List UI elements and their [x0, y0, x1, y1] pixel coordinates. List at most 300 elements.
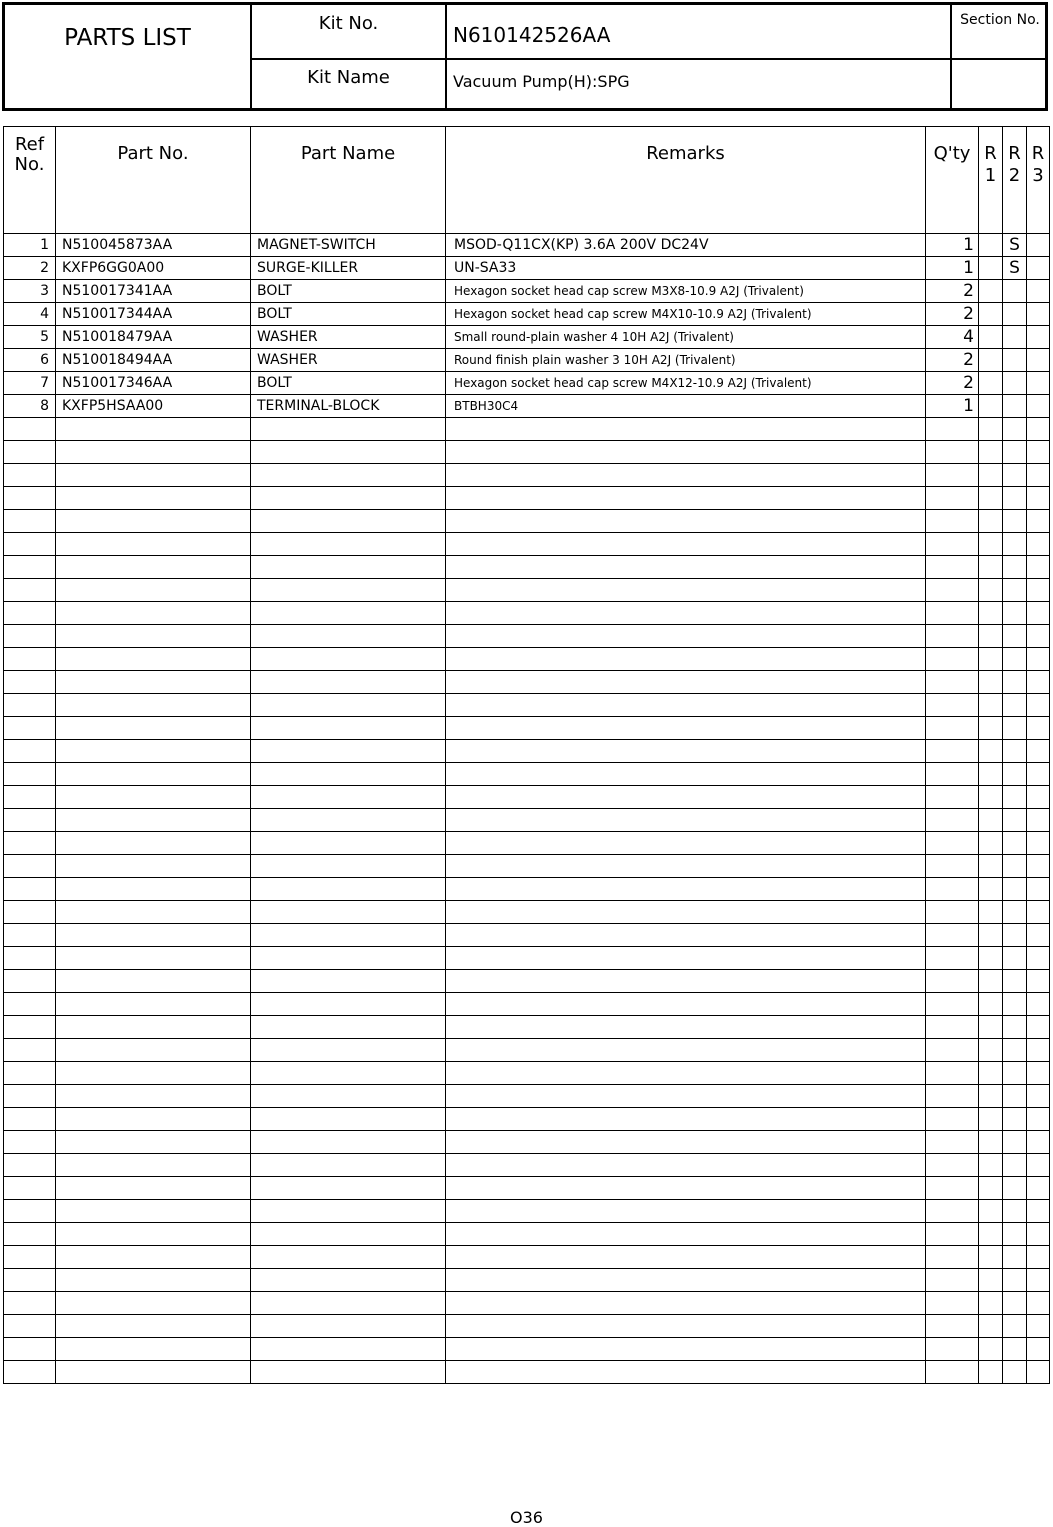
cell-r3: [1027, 395, 1050, 418]
cell-ref: 8: [4, 395, 56, 418]
cell-r1: [979, 763, 1003, 786]
table-row: [4, 993, 1050, 1016]
cell-r2: [1003, 1108, 1027, 1131]
cell-r2: [1003, 763, 1027, 786]
cell-remarks: [446, 1016, 926, 1039]
cell-remarks: [446, 464, 926, 487]
cell-remarks: [446, 1108, 926, 1131]
table-row: [4, 349, 1050, 372]
cell-r1: [979, 1131, 1003, 1154]
cell-qty: [926, 1177, 979, 1200]
table-row: [4, 1016, 1050, 1039]
cell-r2: [1003, 303, 1027, 326]
table-row: [4, 786, 1050, 809]
col-r3-a: R: [1031, 143, 1045, 164]
cell-remarks: [446, 832, 926, 855]
cell-qty: [926, 1085, 979, 1108]
cell-r1: [979, 257, 1003, 280]
cell-part-no: KXFP5HSAA00: [56, 395, 251, 418]
cell-remarks: BTBH30C4: [446, 395, 926, 418]
col-part-no: Part No.: [56, 127, 251, 234]
cell-part-name: [251, 671, 446, 694]
cell-remarks: [446, 648, 926, 671]
table-header-row: [4, 127, 1050, 234]
cell-part-name: BOLT: [251, 372, 446, 395]
cell-ref: [4, 556, 56, 579]
cell-r2: [1003, 717, 1027, 740]
cell-remarks: Small round-plain washer 4 10H A2J (Trivalent): [446, 326, 926, 349]
cell-qty: [926, 694, 979, 717]
cell-remarks: [446, 717, 926, 740]
cell-qty: 4: [926, 326, 979, 349]
cell-r2: [1003, 993, 1027, 1016]
cell-ref: 3: [4, 280, 56, 303]
cell-qty: [926, 1361, 979, 1384]
cell-ref: [4, 1016, 56, 1039]
table-row: [4, 1177, 1050, 1200]
cell-remarks: [446, 901, 926, 924]
cell-part-name: [251, 602, 446, 625]
cell-r1: [979, 234, 1003, 257]
cell-r3: [1027, 1039, 1050, 1062]
cell-ref: [4, 648, 56, 671]
cell-ref: [4, 464, 56, 487]
cell-remarks: [446, 947, 926, 970]
cell-r1: [979, 1085, 1003, 1108]
cell-r2: [1003, 372, 1027, 395]
cell-r3: [1027, 717, 1050, 740]
table-row: [4, 1200, 1050, 1223]
cell-r2: [1003, 1315, 1027, 1338]
cell-r3: [1027, 694, 1050, 717]
cell-qty: [926, 487, 979, 510]
cell-qty: [926, 832, 979, 855]
cell-r2: [1003, 924, 1027, 947]
cell-r2: [1003, 487, 1027, 510]
col-r1-a: R: [984, 143, 997, 164]
cell-r1: [979, 1269, 1003, 1292]
cell-r3: [1027, 763, 1050, 786]
table-row: [4, 395, 1050, 418]
table-row: [4, 924, 1050, 947]
cell-qty: [926, 464, 979, 487]
cell-part-no: [56, 740, 251, 763]
cell-remarks: [446, 855, 926, 878]
cell-r1: [979, 1223, 1003, 1246]
cell-part-no: [56, 441, 251, 464]
cell-remarks: [446, 1200, 926, 1223]
cell-qty: [926, 1016, 979, 1039]
cell-r3: [1027, 1062, 1050, 1085]
cell-r2: [1003, 855, 1027, 878]
cell-qty: [926, 763, 979, 786]
cell-r1: [979, 671, 1003, 694]
cell-part-name: [251, 855, 446, 878]
cell-r1: [979, 533, 1003, 556]
cell-r1: [979, 786, 1003, 809]
cell-part-name: [251, 556, 446, 579]
cell-remarks: [446, 1338, 926, 1361]
cell-ref: [4, 1062, 56, 1085]
cell-r1: [979, 740, 1003, 763]
cell-part-no: [56, 1016, 251, 1039]
col-part-name: Part Name: [251, 127, 446, 234]
cell-r3: [1027, 372, 1050, 395]
table-row: [4, 1292, 1050, 1315]
cell-r1: [979, 924, 1003, 947]
cell-remarks: [446, 625, 926, 648]
cell-remarks: [446, 1131, 926, 1154]
cell-r2: [1003, 1177, 1027, 1200]
cell-qty: 1: [926, 257, 979, 280]
cell-qty: [926, 671, 979, 694]
cell-part-no: [56, 464, 251, 487]
cell-qty: 1: [926, 234, 979, 257]
cell-ref: [4, 602, 56, 625]
cell-remarks: [446, 1177, 926, 1200]
cell-r1: [979, 947, 1003, 970]
cell-part-no: [56, 625, 251, 648]
cell-ref: [4, 993, 56, 1016]
cell-part-name: [251, 809, 446, 832]
cell-r3: [1027, 1361, 1050, 1384]
cell-r2: [1003, 418, 1027, 441]
cell-r3: [1027, 1177, 1050, 1200]
cell-part-no: [56, 418, 251, 441]
table-row: [4, 234, 1050, 257]
cell-r1: [979, 303, 1003, 326]
cell-r1: [979, 510, 1003, 533]
cell-remarks: Hexagon socket head cap screw M4X10-10.9 A2J (Trivalent): [446, 303, 926, 326]
cell-remarks: [446, 487, 926, 510]
table-row: [4, 648, 1050, 671]
cell-part-name: [251, 1315, 446, 1338]
cell-remarks: [446, 1292, 926, 1315]
cell-qty: [926, 602, 979, 625]
cell-remarks: [446, 763, 926, 786]
cell-remarks: [446, 878, 926, 901]
cell-r2: [1003, 1338, 1027, 1361]
cell-part-name: [251, 1200, 446, 1223]
cell-part-name: BOLT: [251, 303, 446, 326]
cell-r1: [979, 694, 1003, 717]
cell-qty: [926, 855, 979, 878]
cell-ref: [4, 1085, 56, 1108]
cell-r1: [979, 1200, 1003, 1223]
cell-r3: [1027, 1085, 1050, 1108]
cell-part-no: [56, 648, 251, 671]
cell-remarks: [446, 1085, 926, 1108]
cell-qty: [926, 1338, 979, 1361]
cell-qty: [926, 441, 979, 464]
cell-r2: [1003, 1131, 1027, 1154]
cell-r1: [979, 625, 1003, 648]
cell-r3: [1027, 1338, 1050, 1361]
col-r2: [1003, 127, 1027, 234]
cell-qty: [926, 809, 979, 832]
table-row: [4, 441, 1050, 464]
cell-ref: [4, 694, 56, 717]
cell-remarks: [446, 556, 926, 579]
cell-r1: [979, 809, 1003, 832]
cell-part-no: [56, 1131, 251, 1154]
cell-part-name: [251, 1154, 446, 1177]
cell-part-name: [251, 487, 446, 510]
table-row: [4, 257, 1050, 280]
table-row: [4, 326, 1050, 349]
cell-ref: [4, 1177, 56, 1200]
cell-r3: [1027, 418, 1050, 441]
kit-no-value: N610142526AA: [453, 23, 611, 47]
cell-part-name: BOLT: [251, 280, 446, 303]
cell-r3: [1027, 464, 1050, 487]
cell-part-no: [56, 1039, 251, 1062]
col-qty: Q'ty: [926, 127, 979, 234]
cell-r3: [1027, 1200, 1050, 1223]
cell-r2: [1003, 740, 1027, 763]
header-divider: [445, 5, 447, 108]
cell-r2: [1003, 1269, 1027, 1292]
cell-part-name: [251, 625, 446, 648]
cell-r2: [1003, 1246, 1027, 1269]
cell-r3: [1027, 303, 1050, 326]
cell-r2: [1003, 510, 1027, 533]
cell-r1: [979, 441, 1003, 464]
cell-r1: [979, 579, 1003, 602]
cell-part-name: [251, 832, 446, 855]
cell-ref: [4, 717, 56, 740]
cell-r3: [1027, 602, 1050, 625]
cell-part-name: [251, 418, 446, 441]
cell-r1: [979, 1292, 1003, 1315]
cell-part-no: N510018494AA: [56, 349, 251, 372]
cell-r2: [1003, 556, 1027, 579]
cell-ref: [4, 1338, 56, 1361]
cell-r3: [1027, 1246, 1050, 1269]
cell-part-no: [56, 1269, 251, 1292]
cell-r1: [979, 464, 1003, 487]
cell-r2: [1003, 1223, 1027, 1246]
cell-r2: [1003, 464, 1027, 487]
cell-part-no: [56, 510, 251, 533]
cell-part-name: [251, 1131, 446, 1154]
cell-r3: [1027, 1108, 1050, 1131]
cell-remarks: [446, 993, 926, 1016]
cell-r2: [1003, 947, 1027, 970]
cell-r3: [1027, 809, 1050, 832]
cell-r3: [1027, 901, 1050, 924]
cell-qty: [926, 970, 979, 993]
cell-r2: [1003, 602, 1027, 625]
cell-r3: [1027, 487, 1050, 510]
cell-r2: [1003, 648, 1027, 671]
cell-qty: [926, 1315, 979, 1338]
cell-r1: [979, 280, 1003, 303]
cell-r3: [1027, 441, 1050, 464]
cell-r1: [979, 1016, 1003, 1039]
cell-ref: 2: [4, 257, 56, 280]
table-row: [4, 418, 1050, 441]
cell-r3: [1027, 349, 1050, 372]
cell-r2: [1003, 280, 1027, 303]
cell-r1: [979, 487, 1003, 510]
cell-part-name: MAGNET-SWITCH: [251, 234, 446, 257]
cell-r2: [1003, 1039, 1027, 1062]
cell-r1: [979, 717, 1003, 740]
cell-part-no: [56, 763, 251, 786]
table-row: [4, 556, 1050, 579]
cell-qty: [926, 510, 979, 533]
cell-part-no: N510017344AA: [56, 303, 251, 326]
cell-r1: [979, 901, 1003, 924]
cell-part-name: [251, 993, 446, 1016]
table-row: [4, 464, 1050, 487]
cell-part-name: [251, 1108, 446, 1131]
cell-r2: [1003, 441, 1027, 464]
cell-ref: [4, 625, 56, 648]
section-no-label: Section No.: [960, 12, 1040, 28]
cell-r3: [1027, 625, 1050, 648]
cell-part-name: WASHER: [251, 349, 446, 372]
cell-qty: [926, 1269, 979, 1292]
cell-part-name: [251, 1085, 446, 1108]
cell-remarks: [446, 441, 926, 464]
table-row: [4, 625, 1050, 648]
cell-r3: [1027, 970, 1050, 993]
table-row: [4, 1269, 1050, 1292]
cell-part-name: [251, 464, 446, 487]
cell-r2: [1003, 1085, 1027, 1108]
table-row: [4, 717, 1050, 740]
cell-r1: [979, 993, 1003, 1016]
col-ref-line2: No.: [14, 154, 45, 175]
table-row: [4, 1154, 1050, 1177]
table-row: [4, 1108, 1050, 1131]
cell-r1: [979, 1361, 1003, 1384]
cell-r3: [1027, 579, 1050, 602]
cell-r2: [1003, 1016, 1027, 1039]
cell-part-name: [251, 878, 446, 901]
cell-r1: [979, 556, 1003, 579]
cell-part-name: [251, 947, 446, 970]
cell-part-name: [251, 694, 446, 717]
cell-qty: [926, 1131, 979, 1154]
table-row: [4, 878, 1050, 901]
cell-ref: [4, 809, 56, 832]
cell-part-no: [56, 602, 251, 625]
cell-r3: [1027, 947, 1050, 970]
cell-part-no: [56, 786, 251, 809]
cell-ref: 5: [4, 326, 56, 349]
cell-qty: [926, 1039, 979, 1062]
page-title: PARTS LIST: [64, 25, 191, 51]
cell-r3: [1027, 924, 1050, 947]
cell-qty: [926, 1062, 979, 1085]
cell-remarks: MSOD-Q11CX(KP) 3.6A 200V DC24V: [446, 234, 926, 257]
cell-part-no: [56, 970, 251, 993]
cell-r3: [1027, 671, 1050, 694]
cell-qty: [926, 579, 979, 602]
table-row: [4, 579, 1050, 602]
cell-part-no: [56, 1200, 251, 1223]
cell-r2: [1003, 326, 1027, 349]
cell-ref: [4, 1200, 56, 1223]
cell-r1: [979, 1062, 1003, 1085]
cell-remarks: UN-SA33: [446, 257, 926, 280]
cell-qty: [926, 533, 979, 556]
cell-r3: [1027, 1315, 1050, 1338]
table-row: [4, 280, 1050, 303]
cell-qty: [926, 717, 979, 740]
cell-qty: [926, 556, 979, 579]
cell-part-no: [56, 924, 251, 947]
cell-ref: [4, 418, 56, 441]
parts-list-header: [2, 2, 1048, 111]
cell-qty: 2: [926, 372, 979, 395]
cell-part-name: [251, 510, 446, 533]
cell-r1: [979, 1154, 1003, 1177]
cell-part-name: [251, 970, 446, 993]
cell-ref: [4, 487, 56, 510]
cell-remarks: [446, 1269, 926, 1292]
cell-r2: S: [1003, 234, 1027, 257]
cell-ref: [4, 1292, 56, 1315]
parts-table: [3, 126, 1050, 1384]
cell-remarks: [446, 1246, 926, 1269]
kit-no-label: Kit No.: [318, 13, 379, 34]
cell-part-no: [56, 1062, 251, 1085]
cell-r3: [1027, 648, 1050, 671]
cell-qty: 2: [926, 349, 979, 372]
cell-r2: [1003, 671, 1027, 694]
cell-part-no: [56, 1292, 251, 1315]
cell-part-no: [56, 579, 251, 602]
cell-remarks: [446, 602, 926, 625]
cell-ref: [4, 1108, 56, 1131]
cell-part-name: [251, 1292, 446, 1315]
cell-r2: [1003, 1062, 1027, 1085]
cell-r3: [1027, 1154, 1050, 1177]
cell-r2: [1003, 1292, 1027, 1315]
cell-remarks: [446, 809, 926, 832]
page-number: O36: [510, 1508, 543, 1527]
cell-r1: [979, 349, 1003, 372]
cell-ref: [4, 1039, 56, 1062]
cell-r3: [1027, 280, 1050, 303]
cell-remarks: [446, 510, 926, 533]
header-divider: [250, 58, 1045, 60]
cell-remarks: [446, 671, 926, 694]
kit-name-value: Vacuum Pump(H):SPG: [453, 72, 630, 91]
cell-part-no: [56, 1085, 251, 1108]
cell-remarks: [446, 1154, 926, 1177]
cell-qty: [926, 1200, 979, 1223]
cell-r1: [979, 878, 1003, 901]
cell-ref: [4, 924, 56, 947]
cell-ref: [4, 533, 56, 556]
cell-part-name: [251, 579, 446, 602]
cell-r2: [1003, 901, 1027, 924]
cell-ref: [4, 878, 56, 901]
cell-r1: [979, 395, 1003, 418]
cell-r3: [1027, 1016, 1050, 1039]
cell-r1: [979, 855, 1003, 878]
table-row: [4, 1085, 1050, 1108]
cell-r3: [1027, 993, 1050, 1016]
table-row: [4, 970, 1050, 993]
cell-r1: [979, 1177, 1003, 1200]
cell-qty: [926, 625, 979, 648]
